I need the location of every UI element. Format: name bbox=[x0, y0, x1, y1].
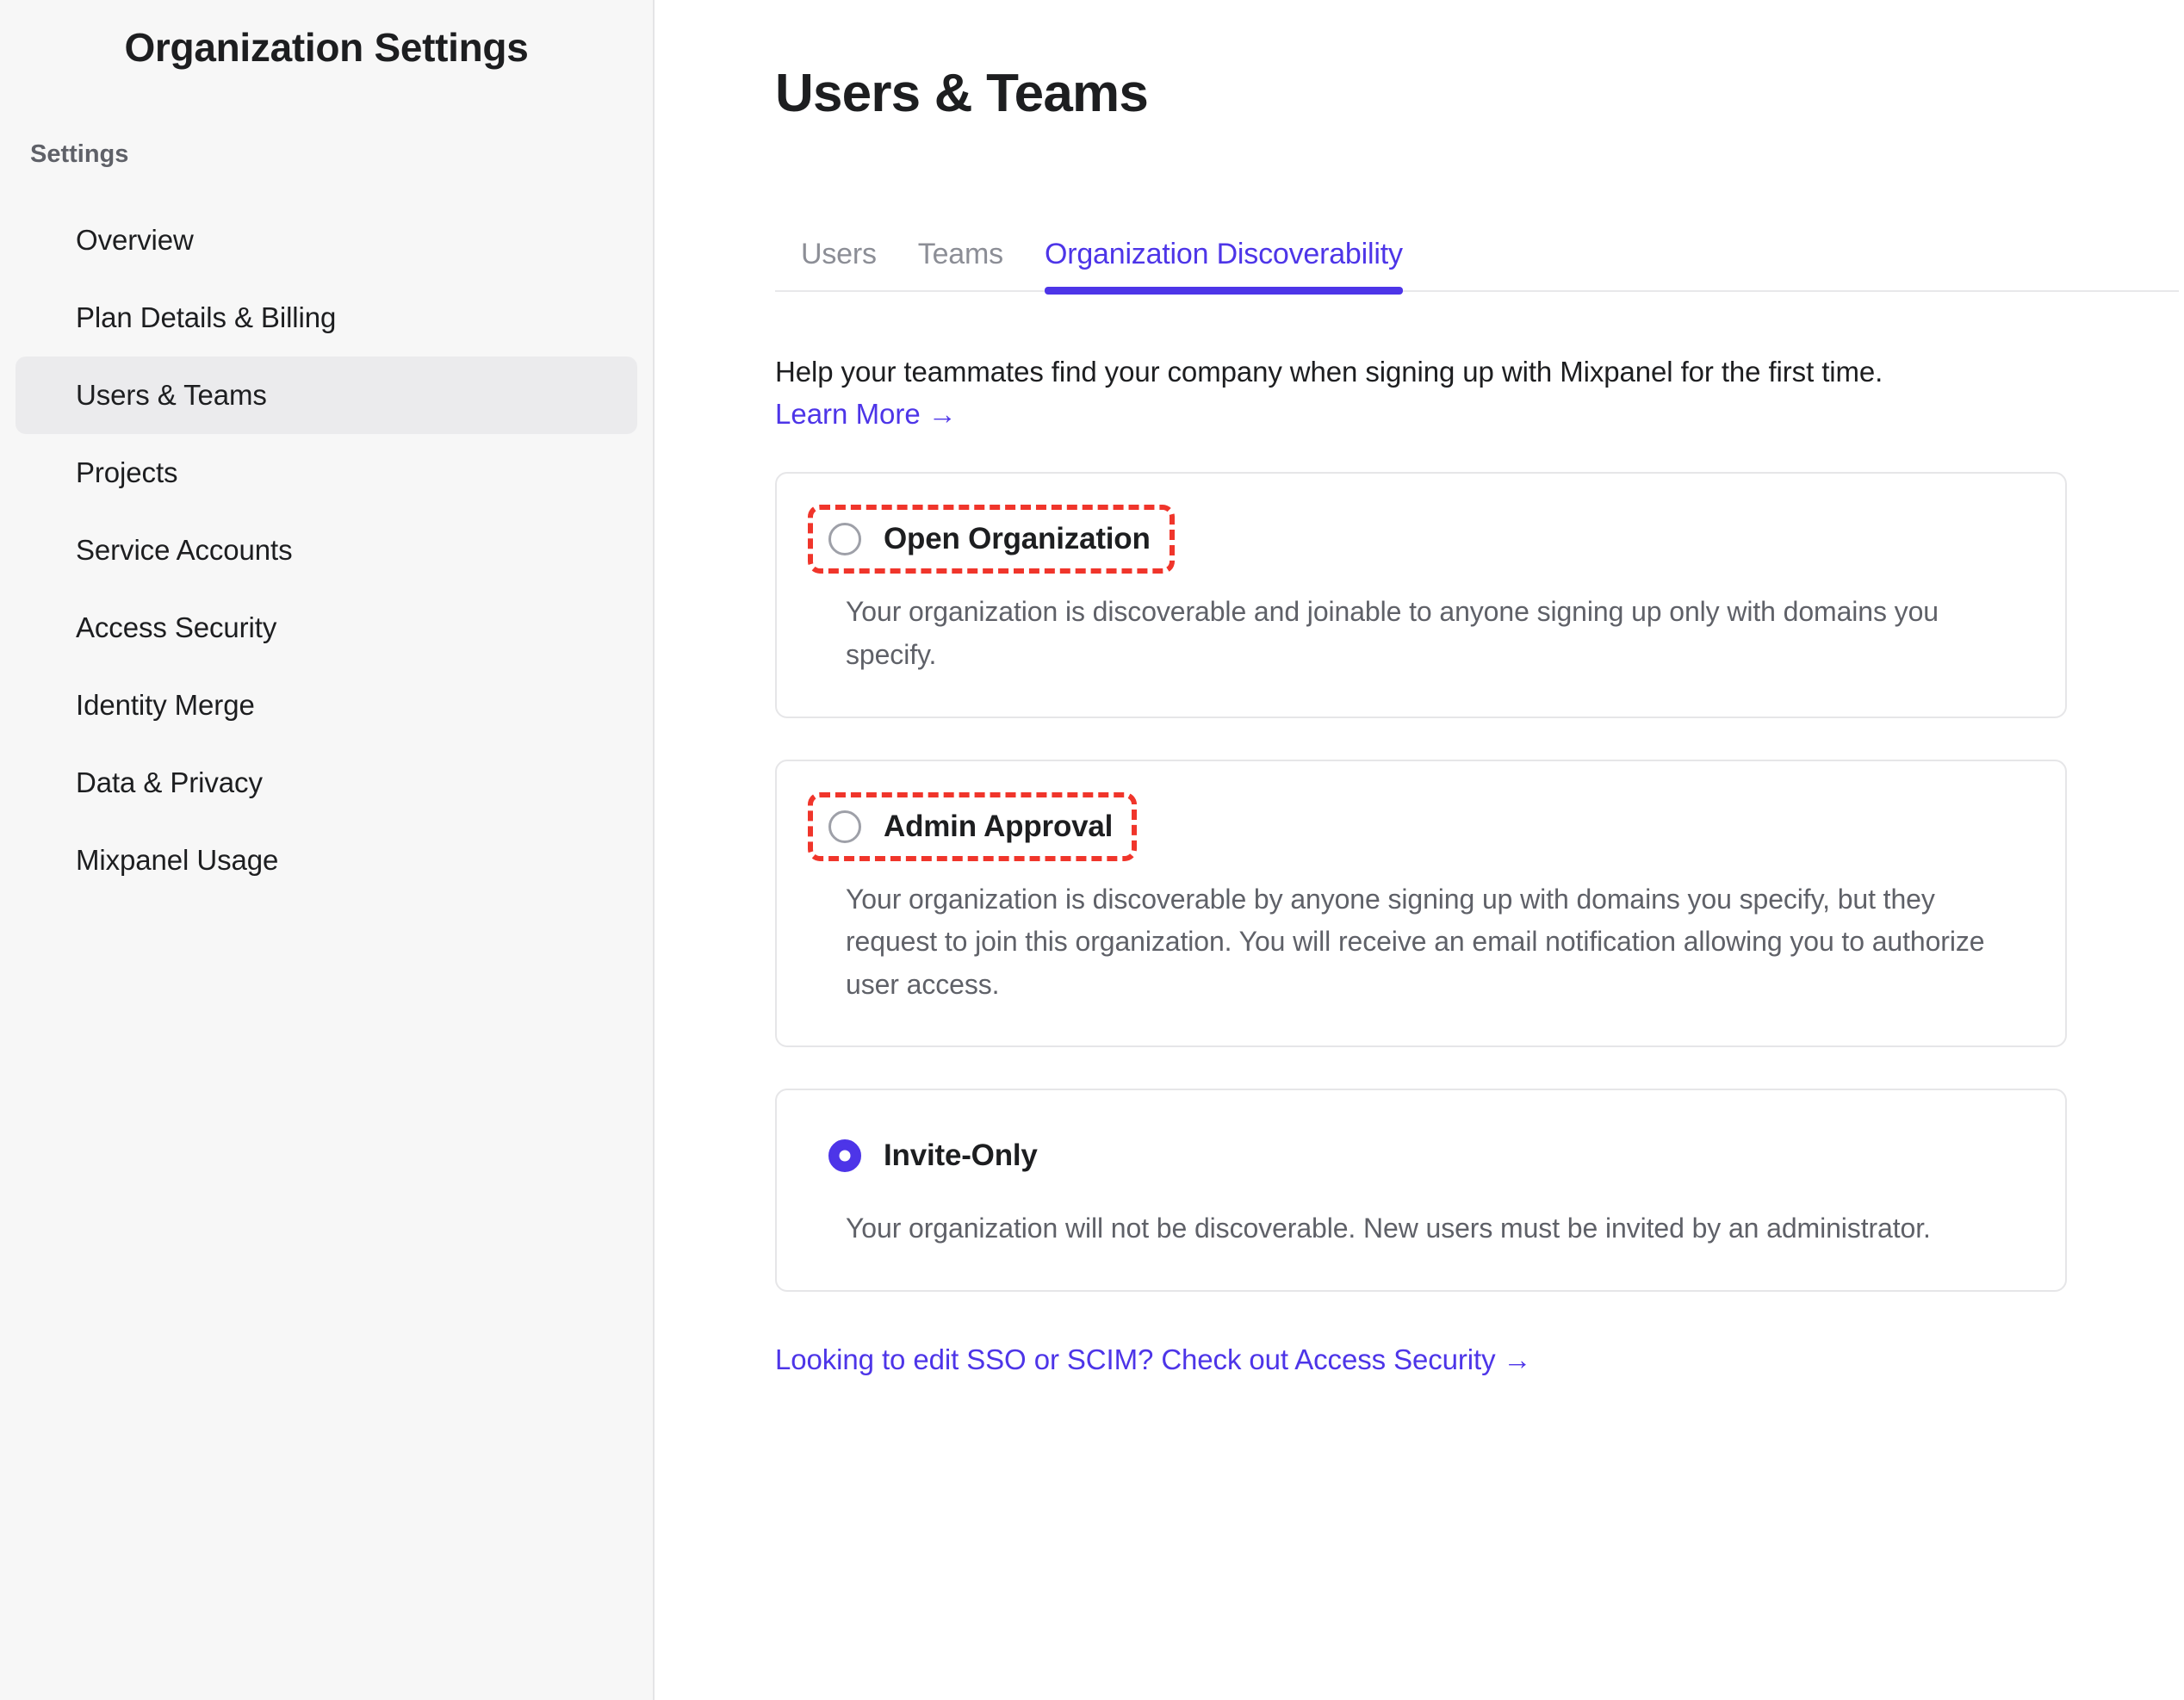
sidebar-item-data-privacy[interactable] bbox=[16, 744, 637, 822]
sidebar-item-label: Service Accounts bbox=[76, 534, 293, 567]
option-card-invite-only[interactable] bbox=[775, 1089, 2067, 1292]
tab-bar bbox=[775, 238, 2179, 292]
main-content bbox=[655, 0, 2184, 1700]
radio-invite-only[interactable] bbox=[828, 1139, 861, 1172]
sidebar-item-label: Mixpanel Usage bbox=[76, 844, 279, 877]
option-card-admin-approval[interactable] bbox=[775, 760, 2067, 1048]
sidebar-item-users-teams[interactable] bbox=[16, 357, 637, 434]
radio-open-organization[interactable] bbox=[828, 523, 861, 555]
option-header-admin-approval[interactable] bbox=[813, 797, 1132, 856]
sidebar-item-label: Plan Details & Billing bbox=[76, 301, 337, 334]
option-description: Your organization will not be discoverable. New users must be invited by an administrator. bbox=[846, 1213, 1931, 1244]
sidebar-title: Organization Settings bbox=[124, 25, 529, 70]
sidebar-item-plan-details-billing[interactable] bbox=[16, 279, 637, 357]
sidebar-item-label: Data & Privacy bbox=[76, 766, 263, 799]
sidebar-item-mixpanel-usage[interactable] bbox=[16, 822, 637, 899]
sidebar-item-overview[interactable] bbox=[16, 202, 637, 279]
sidebar-item-access-security[interactable] bbox=[16, 589, 637, 667]
sidebar bbox=[0, 0, 655, 1700]
option-header-open-organization[interactable] bbox=[813, 510, 1170, 568]
sidebar-item-identity-merge[interactable] bbox=[16, 667, 637, 744]
sidebar-item-label: Access Security bbox=[76, 611, 277, 644]
access-security-link[interactable]: Looking to edit SSO or SCIM? Check out Access Security → bbox=[775, 1343, 1532, 1375]
option-label: Open Organization bbox=[884, 522, 1151, 556]
tab-teams[interactable] bbox=[897, 238, 1024, 290]
option-label: Admin Approval bbox=[884, 809, 1114, 843]
tab-label: Users bbox=[801, 237, 877, 270]
tab-label: Teams bbox=[917, 237, 1003, 270]
sidebar-item-label: Projects bbox=[76, 456, 178, 489]
option-header-invite-only[interactable] bbox=[813, 1126, 1057, 1185]
option-label: Invite-Only bbox=[884, 1139, 1038, 1173]
option-card-open-organization[interactable] bbox=[775, 472, 2067, 717]
sidebar-nav bbox=[0, 202, 653, 899]
sidebar-item-projects[interactable] bbox=[16, 434, 637, 512]
learn-more-link[interactable]: Learn More → bbox=[775, 398, 957, 431]
option-description: Your organization is discoverable by anyone signing up with domains you specify, but they request to join this organization. You will receive an email notification allowing you to authorize user access. bbox=[846, 883, 1985, 1000]
tab-organization-discoverability[interactable] bbox=[1024, 238, 1424, 290]
sidebar-item-label: Users & Teams bbox=[76, 379, 267, 412]
option-description: Your organization is discoverable and joinable to anyone signing up only with domains you specify. bbox=[846, 596, 1939, 671]
tab-users[interactable] bbox=[775, 238, 897, 290]
sidebar-item-service-accounts[interactable] bbox=[16, 512, 637, 589]
sidebar-item-label: Identity Merge bbox=[76, 689, 255, 722]
sidebar-section-label: Settings bbox=[30, 140, 129, 169]
page-title: Users & Teams bbox=[775, 63, 1149, 123]
sidebar-item-label: Overview bbox=[76, 224, 194, 257]
helper-text: Help your teammates find your company when signing up with Mixpanel for the first time. bbox=[775, 355, 1883, 388]
tab-label: Organization Discoverability bbox=[1044, 237, 1403, 270]
radio-admin-approval[interactable] bbox=[828, 810, 861, 843]
